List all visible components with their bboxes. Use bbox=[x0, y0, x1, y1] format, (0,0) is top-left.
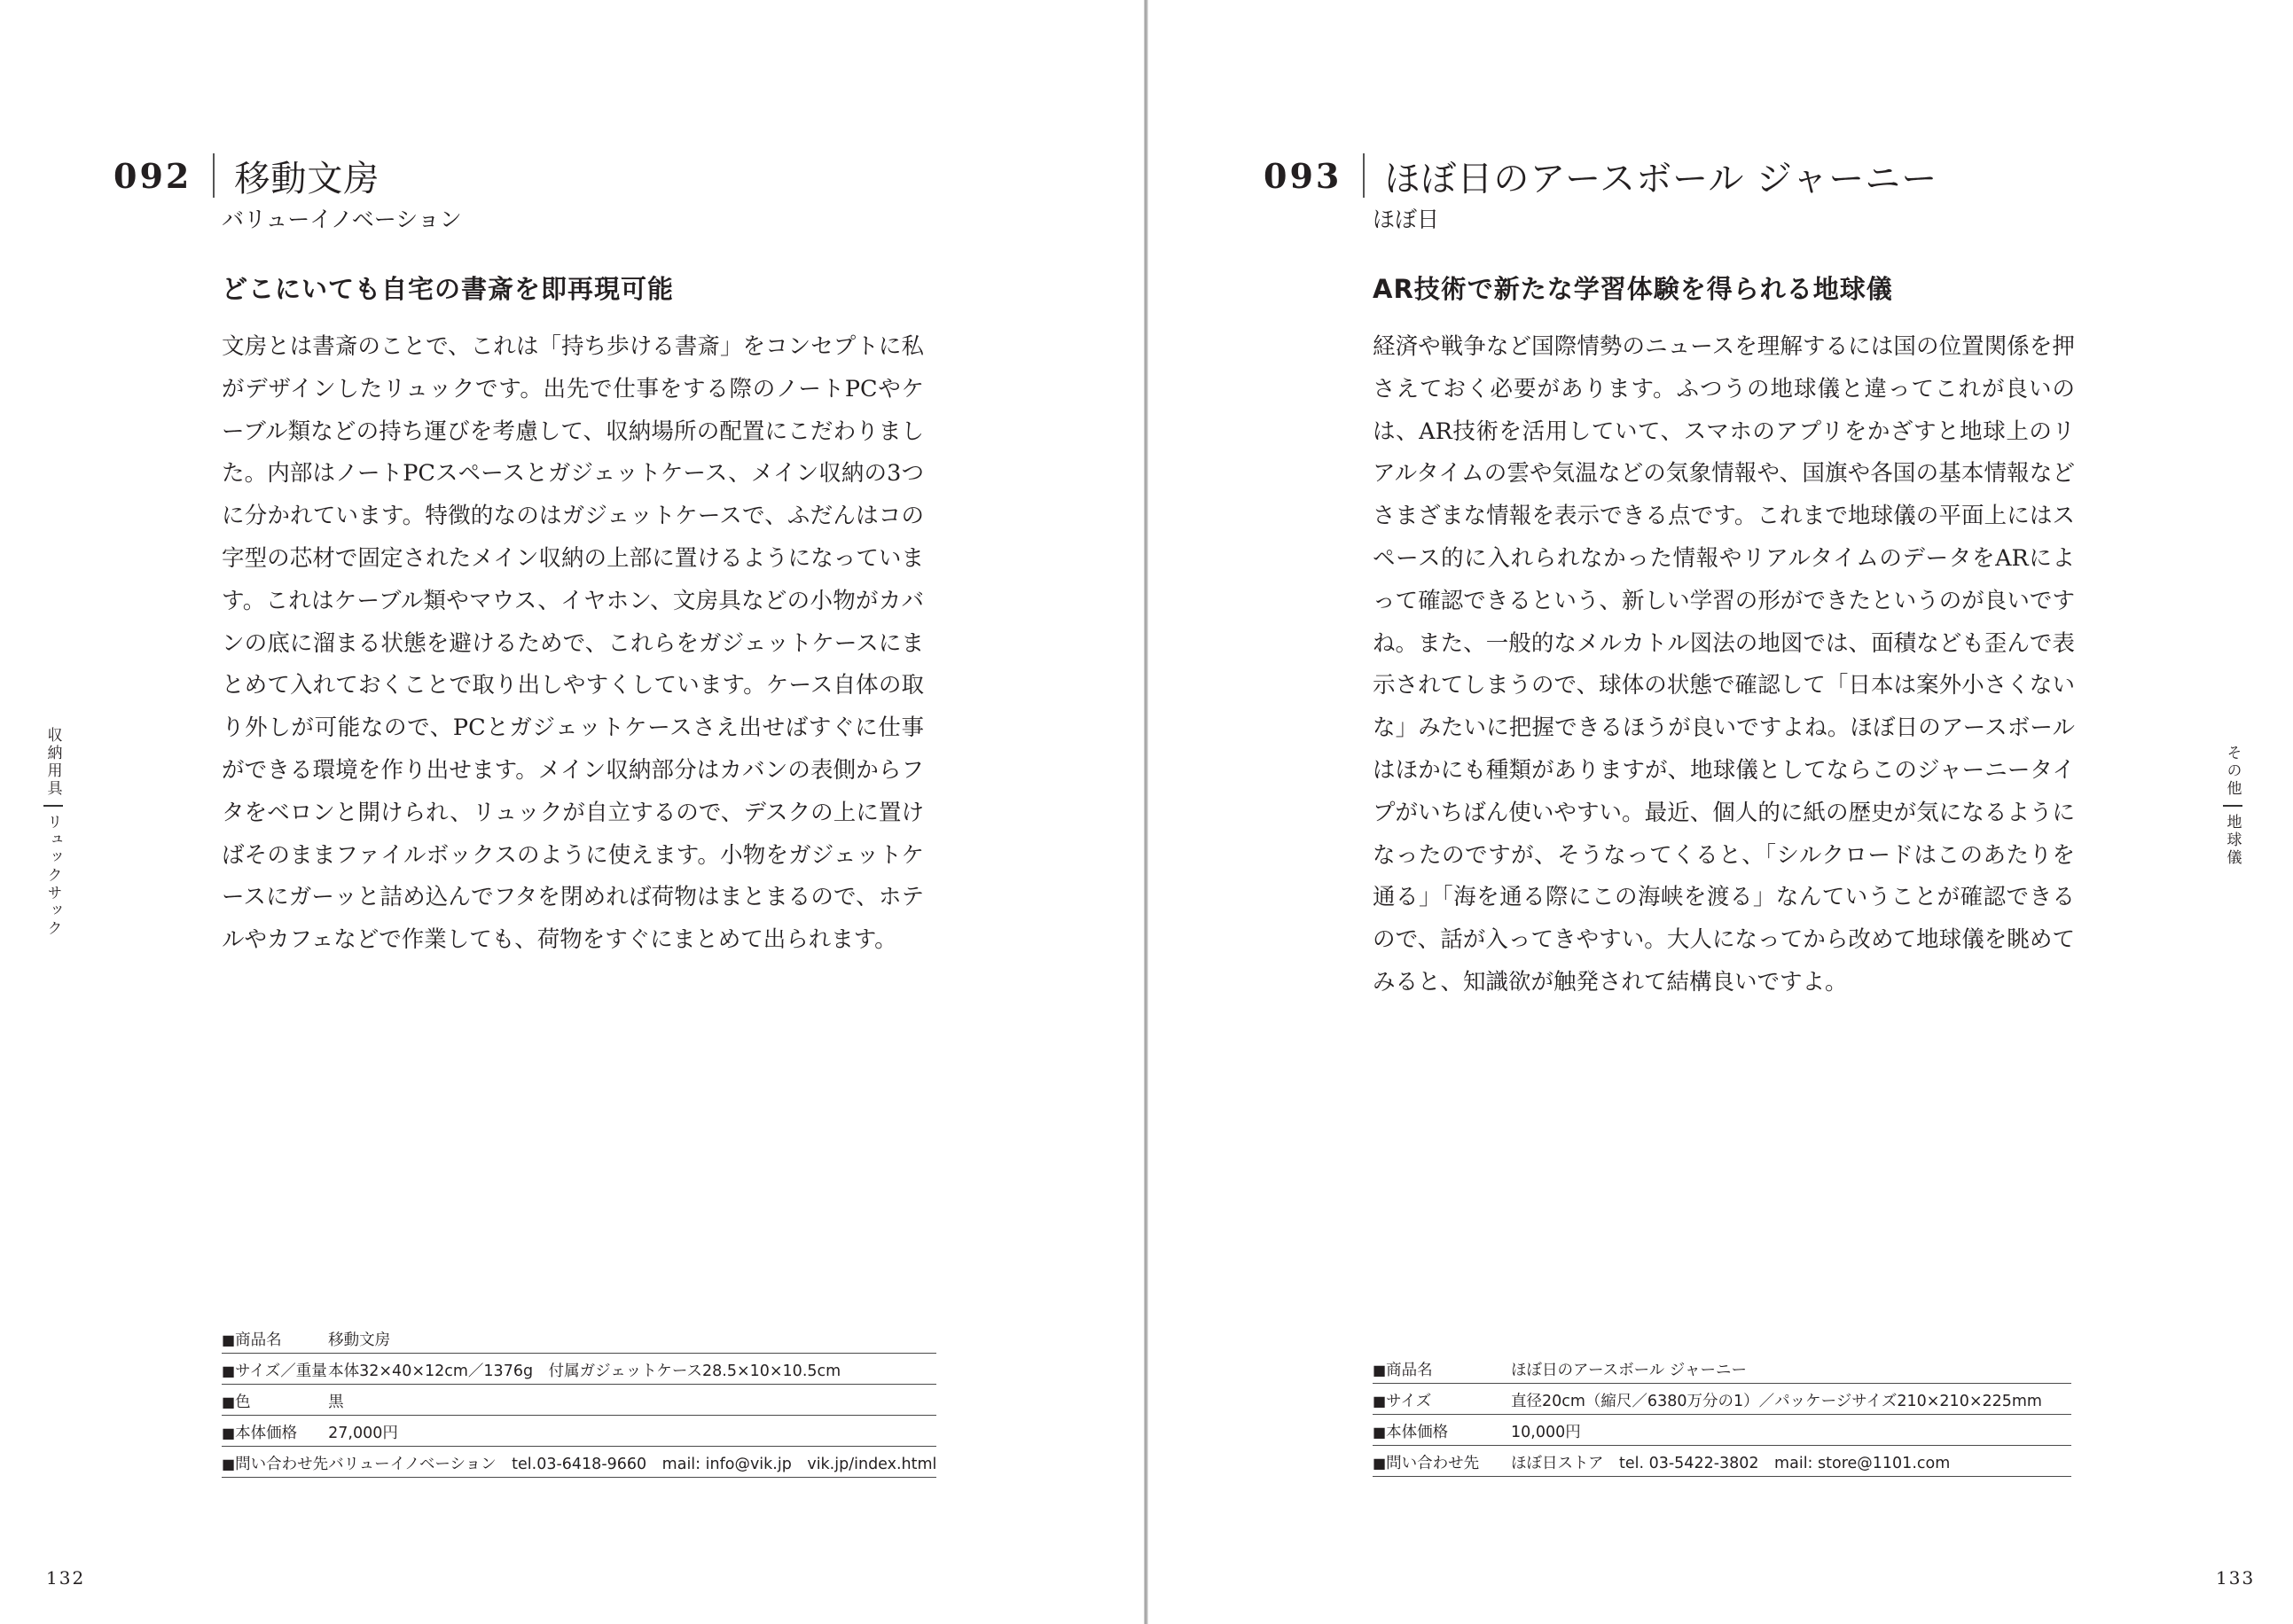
spec-row bbox=[222, 1323, 936, 1354]
spec-label: ■ 商品名 bbox=[222, 1323, 328, 1354]
spec-value: ほぼ日ストア tel. 03-5422-3802 mail: store@1101.com bbox=[1511, 1446, 2071, 1477]
body-text: 文房とは書斎のことで、これは「持ち歩ける書斎」をコンセプトに私がデザインしたリュックです。出先で仕事をする際のノートPCやケーブル類などの持ち運びを考慮して、収納場所の配置にこだわりました。内部はノートPCスペースとガジェットケース、メイン収納の3つに分かれています。特徴的なのはガジェットケースで、ふだんはコの字型の芯材で固定されたメイン収納の上部に置けるようになっています。これはケーブル類やマウス、イヤホン、文房具などの小物がカバンの底に溜まる状態を避けるためで、これらをガジェットケースにまとめて入れておくことで取り出しやすくしています。ケース自体の取り外しが可能なので、PCとガジェットケースさえ出せばすぐに仕事ができる環境を作り出せます。メイン収納部分はカバンの表側からフタをベロンと開けられ、リュックが自立するので、デスクの上に置けばそのままファイルボックスのように使えます。小物をガジェットケースにガーッと詰め込んでフタを閉めれば荷物はまとまるので、ホテルやカフェなどで作業しても、荷物をすぐにまとめて出られます。 bbox=[222, 333, 924, 954]
spec-label: ■ 問い合わせ先 bbox=[1373, 1446, 1511, 1477]
spec-value: 本体32×40×12cm／1376g 付属ガジェットケース28.5×10×10.5cm bbox=[328, 1354, 936, 1385]
headline: どこにいても自宅の書斎を即再現可能 bbox=[222, 274, 675, 304]
spec-row bbox=[222, 1447, 936, 1478]
spec-row bbox=[1373, 1384, 2071, 1415]
item-number: 093 bbox=[1264, 155, 1342, 196]
side-index bbox=[2215, 745, 2250, 867]
header-divider bbox=[213, 153, 215, 198]
spec-label: ■ サイズ／重量 bbox=[222, 1354, 328, 1385]
side-subcategory: リュックサック bbox=[43, 813, 62, 938]
spec-value: バリューイノベーション tel.03-6418-9660 mail: info@vik.jp vik.jp/index.html bbox=[328, 1447, 936, 1478]
spec-table bbox=[222, 1323, 936, 1478]
spec-value: ほぼ日のアースボール ジャーニー bbox=[1511, 1353, 2071, 1384]
left-page bbox=[0, 0, 1144, 1624]
spec-row bbox=[1373, 1415, 2071, 1446]
headline: AR技術で新たな学習体験を得られる地球儀 bbox=[1373, 274, 1893, 304]
maker-name: バリューイノベーション bbox=[222, 207, 462, 232]
right-page bbox=[1148, 0, 2293, 1624]
side-divider bbox=[43, 805, 63, 807]
item-title: ほぼ日のアースボール ジャーニー bbox=[1384, 158, 1938, 199]
spec-row bbox=[222, 1416, 936, 1447]
spec-label: ■ サイズ bbox=[1373, 1384, 1511, 1415]
maker-name: ほぼ日 bbox=[1373, 207, 1440, 232]
spec-value: 移動文房 bbox=[328, 1323, 936, 1354]
side-index bbox=[35, 727, 71, 938]
spec-value: 黒 bbox=[328, 1385, 936, 1416]
spec-label: ■ 商品名 bbox=[1373, 1353, 1511, 1384]
page-number: 132 bbox=[46, 1567, 86, 1589]
side-category: その他 bbox=[2223, 745, 2242, 798]
spec-row bbox=[222, 1354, 936, 1385]
side-subcategory: 地球儀 bbox=[2223, 813, 2242, 867]
item-header bbox=[113, 149, 380, 202]
spec-label: ■ 問い合わせ先 bbox=[222, 1447, 328, 1478]
spec-value: 27,000円 bbox=[328, 1416, 936, 1447]
spec-value: 10,000円 bbox=[1511, 1415, 2071, 1446]
item-title: 移動文房 bbox=[234, 158, 380, 199]
spec-row bbox=[1373, 1446, 2071, 1477]
spec-value: 直径20cm（縮尺／6380万分の1）／パッケージサイズ210×210×225mm bbox=[1511, 1384, 2071, 1415]
spec-label: ■ 本体価格 bbox=[1373, 1415, 1511, 1446]
side-category: 収納用具 bbox=[43, 727, 62, 798]
item-number: 092 bbox=[113, 155, 192, 196]
spec-row bbox=[222, 1385, 936, 1416]
spec-row bbox=[1373, 1353, 2071, 1384]
spec-table bbox=[1373, 1353, 2071, 1477]
item-header bbox=[1264, 149, 1937, 202]
page-number: 133 bbox=[2216, 1567, 2256, 1589]
spec-label: ■ 色 bbox=[222, 1385, 328, 1416]
body-text: 経済や戦争など国際情勢のニュースを理解するには国の位置関係を押さえておく必要があります。ふつうの地球儀と違ってこれが良いのは、AR技術を活用していて、スマホのアプリをかざすと地球上のリアルタイムの雲や気温などの気象情報や、国旗や各国の基本情報などさまざまな情報を表示できる点です。これまで地球儀の平面上にはスペース的に入れられなかった情報やリアルタイムのデータをARによって確認できるという、新しい学習の形ができたというのが良いですね。また、一般的なメルカトル図法の地図では、面積なども歪んで表示されてしまうので、球体の状態で確認して「日本は案外小さくないな」みたいに把握できるほうが良いですよね。ほぼ日のアースボールはほかにも種類がありますが、地球儀としてならこのジャーニータイプがいちばん使いやすい。最近、個人的に紙の歴史が気になるようになったのですが、そうなってくると、「シルクロードはこのあたりを通る」「海を通る際にこの海峡を渡る」なんていうことが確認できるので、話が入ってきやすい。大人になってから改めて地球儀を眺めてみると、知識欲が触発されて結構良いですよ。 bbox=[1373, 333, 2075, 995]
spec-label: ■ 本体価格 bbox=[222, 1416, 328, 1447]
side-divider bbox=[2223, 805, 2242, 807]
header-divider bbox=[1363, 153, 1365, 198]
